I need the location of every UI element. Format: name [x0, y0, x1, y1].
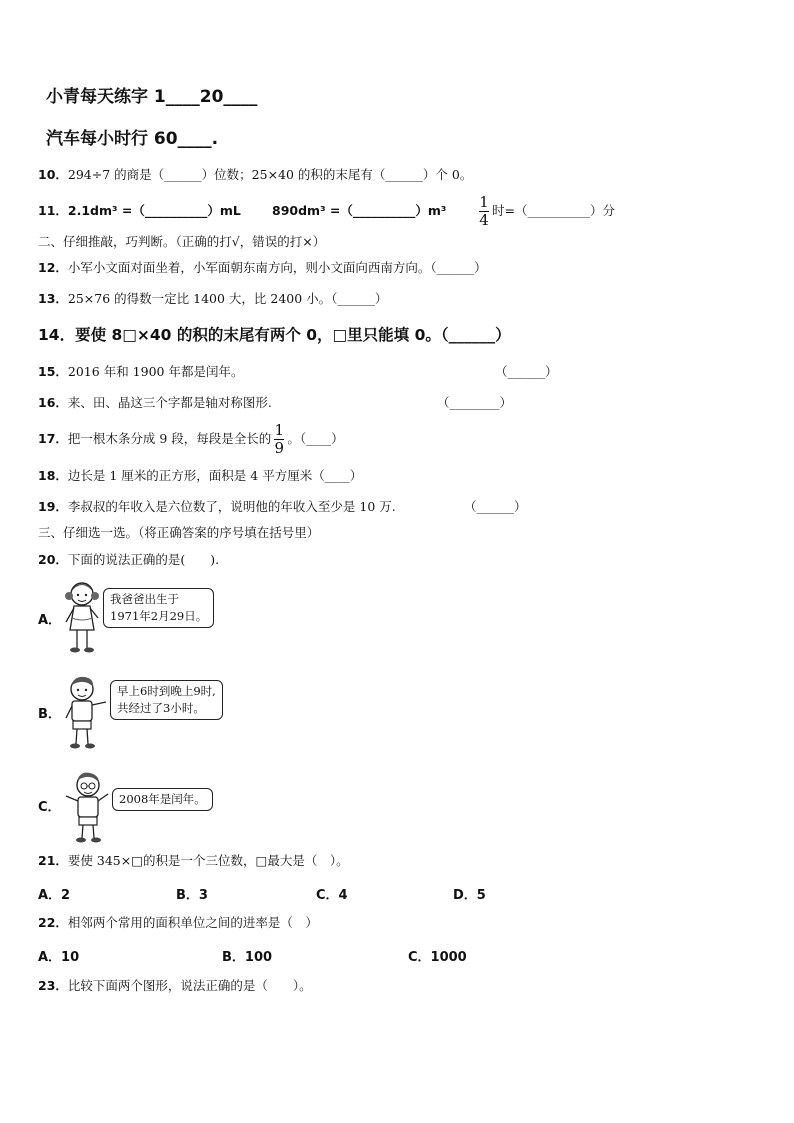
header-line-2: 汽车每小时行 60____. [46, 129, 219, 149]
question-number: 21． [38, 853, 68, 868]
fraction-one-ninth [274, 423, 284, 456]
question-text: 要使 345×□的积是一个三位数，□最大是（ ）。 [67, 853, 349, 868]
question-text: 相邻两个常用的面积单位之间的进率是（ ） [67, 915, 318, 930]
bubble-line: 共经过了3小时。 [117, 701, 205, 715]
q15-answer-blank: （______） [495, 364, 558, 379]
question-text: 比较下面两个图形，说法正确的是（ ）。 [67, 978, 312, 993]
question-18 [38, 467, 362, 485]
question-15 [38, 363, 243, 381]
q22-option-a: A．10 [38, 950, 80, 965]
question-text: 来、田、晶这三个字都是轴对称图形. [67, 395, 272, 410]
question-20 [38, 551, 219, 569]
question-number: 14． [38, 326, 76, 344]
q11-part-2-wrap [272, 202, 446, 220]
question-11 [38, 202, 241, 220]
question-number: 22． [38, 915, 68, 930]
q21-option-d: D．5 [453, 888, 486, 903]
fraction-denominator: 4 [479, 211, 489, 229]
q11-part-2: 890dm³ =（__________）m³ [272, 203, 447, 218]
question-number: 17． [38, 431, 68, 446]
option-b-label: B． [38, 707, 61, 722]
question-number: 15． [38, 364, 68, 379]
fraction-numerator: 1 [479, 193, 489, 211]
bubble-line: 1971年2月29日。 [110, 609, 208, 623]
question-16 [38, 394, 272, 412]
question-number: 12． [38, 260, 68, 275]
question-text: 小军小文面对面坐着，小军面朝东南方向，则小文面向西南方向。（______） [67, 260, 487, 275]
section-2-heading: 二、仔细推敲，巧判断。（正确的打√，错误的打×） [38, 234, 326, 249]
question-text: 25×76 的得数一定比 1400 大，比 2400 小。（______） [67, 291, 388, 306]
question-17 [38, 420, 344, 458]
question-19 [38, 498, 396, 516]
question-text: 下面的说法正确的是( ). [67, 552, 220, 567]
question-text: 边长是 1 厘米的正方形，面积是 4 平方厘米（____） [67, 468, 363, 483]
question-number: 13． [38, 291, 68, 306]
question-12 [38, 259, 487, 277]
option-c-label: C． [38, 800, 61, 815]
question-text: 2016 年和 1900 年都是闰年。 [67, 364, 244, 379]
speech-bubble-c [112, 788, 213, 811]
question-13 [38, 290, 387, 308]
question-number: 20． [38, 552, 68, 567]
boy-illustration [62, 674, 108, 750]
q11-part-3: 时=（__________）分 [492, 203, 615, 218]
q19-answer-blank: （______） [464, 499, 527, 514]
bubble-line: 2008年是闰年。 [119, 792, 206, 806]
q11-part-3-wrap [476, 193, 615, 229]
question-21 [38, 852, 349, 870]
option-a-label: A． [38, 613, 62, 628]
q21-option-a: A．2 [38, 888, 71, 903]
question-23 [38, 977, 312, 995]
question-number: 11． [38, 203, 68, 218]
question-14 [38, 326, 511, 344]
q22-option-b: B．100 [222, 950, 273, 965]
fraction-denominator: 9 [274, 439, 285, 457]
fraction-numerator: 1 [274, 421, 285, 439]
question-10 [38, 166, 472, 184]
question-text: 294÷7 的商是（______）位数；25×40 的积的末尾有（______）个 0。 [67, 167, 473, 182]
boy-with-glasses-illustration [64, 770, 112, 844]
question-text: 把一根木条分成 9 段，每段是全长的 [67, 431, 272, 446]
header-line-1: 小青每天练字 1____20____ [46, 87, 258, 107]
section-3-heading: 三、仔细选一选。（将正确答案的序号填在括号里） [38, 525, 320, 540]
girl-illustration [60, 578, 104, 656]
speech-bubble-b [110, 680, 223, 720]
q21-option-b: B．3 [176, 888, 208, 903]
speech-bubble-a [103, 588, 214, 628]
q11-part-1: 2.1dm³ =（__________）mL [67, 203, 241, 218]
question-text: 李叔叔的年收入是六位数了，说明他的年收入至少是 10 万. [67, 499, 396, 514]
question-22 [38, 914, 318, 932]
bubble-line: 早上6时到晚上9时, [117, 684, 216, 698]
q21-option-c: C．4 [316, 888, 348, 903]
question-number: 19． [38, 499, 68, 514]
question-number: 16． [38, 395, 68, 410]
question-tail: 。（____） [287, 431, 344, 446]
question-text: 要使 8□×40 的积的末尾有两个 0，□里只能填 0。（______） [75, 326, 511, 344]
bubble-line: 我爸爸出生于 [110, 592, 179, 606]
fraction-one-quarter [479, 195, 489, 228]
question-number: 18． [38, 468, 68, 483]
question-number: 10． [38, 167, 68, 182]
question-number: 23． [38, 978, 68, 993]
q22-option-c: C．1000 [408, 950, 467, 965]
q16-answer-blank: （________） [437, 395, 513, 410]
